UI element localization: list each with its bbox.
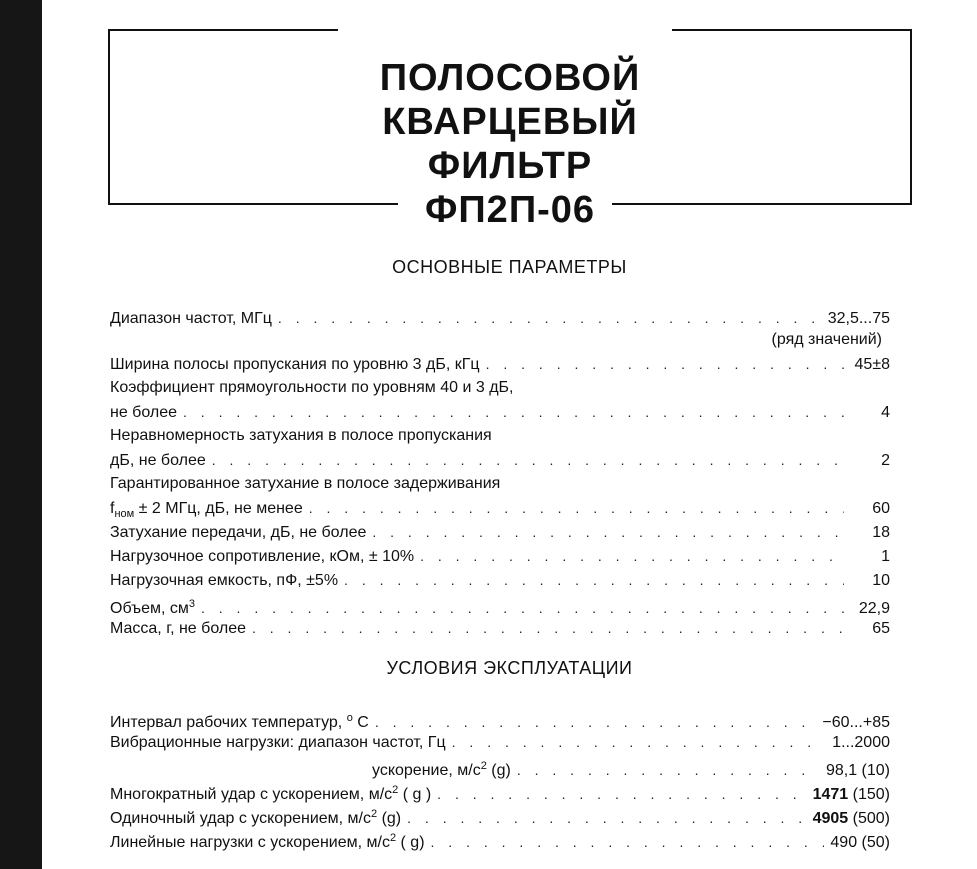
unit: С [357,714,369,731]
param-value: 4 [881,404,890,421]
param-label: Затухание передачи, дБ, не более [110,524,367,541]
leader-dots [517,758,820,782]
unit: (g) [381,810,402,827]
condition-label-text: ускорение, м/с [372,762,481,779]
viewer-left-margin [0,0,42,869]
freq-symbol: f [110,500,115,517]
leader-dots [252,616,844,640]
leader-dots [344,568,844,592]
freq-subscript: ном [114,508,135,520]
param-row [110,496,890,520]
leader-dots [420,544,844,568]
param-label: Нагрузочное сопротивление, кОм, ± 10% [110,548,415,565]
condition-row [110,802,890,826]
frame-line [108,29,338,31]
leader-dots [486,352,844,376]
unit: (g) [491,762,511,779]
condition-label-text: Линейные нагрузки с ускорением, м/с [110,834,390,851]
leader-dots [212,448,844,472]
param-value: 45±8 [854,356,890,373]
leader-dots [372,520,844,544]
param-row [110,568,890,592]
param-label: Диапазон частот, МГц [110,310,272,327]
condition-value [813,783,890,807]
leader-dots [278,306,822,330]
leader-dots [407,806,806,830]
frame-line [672,29,912,31]
param-row [110,616,890,640]
section-heading-main-params: ОСНОВНЫЕ ПАРАМЕТРЫ [392,257,627,277]
value-rest: (150) [852,786,890,803]
title-frame [108,29,912,231]
title-line: ПОЛОСОВОЙ [379,57,641,99]
superscript: 3 [188,598,195,610]
param-row [110,472,890,496]
title-line: ФИЛЬТР [427,145,593,187]
param-value: 65 [872,620,890,637]
value-rest: (500) [852,810,890,827]
condition-label-text: Интервал рабочих температур, [110,714,343,731]
condition-row [110,826,890,850]
superscript: 2 [480,760,487,772]
condition-label-text: Многократный удар с ускорением, м/с [110,786,393,803]
param-row [110,448,890,472]
document-title [110,56,910,232]
condition-row [110,706,890,730]
condition-row [110,754,890,778]
title-model: ФП2П-06 [424,189,596,231]
param-row [110,520,890,544]
superscript: 2 [371,808,378,820]
param-value: 60 [872,500,890,517]
param-label: Ширина полосы пропускания по уровню 3 дБ, кГц [110,356,480,373]
param-label: Неравномерность затухания в полосе пропускания [110,427,492,444]
param-value: 1 [881,548,890,565]
superscript: 2 [389,832,397,844]
condition-label-text: Одиночный удар с ускорением, м/с [110,810,371,827]
condition-label: Вибрационные нагрузки: диапазон частот, Гц [110,734,446,751]
document-page [42,0,977,869]
condition-value [813,807,890,831]
leader-dots [437,782,806,806]
param-label: Коэффициент прямоугольности по уровням 40 и 3 дБ, [110,379,514,396]
unit: ( g) [400,834,425,851]
param-label: не более [110,404,178,421]
unit: ( g ) [402,786,432,803]
main-params-list [110,306,890,640]
param-value: 10 [872,572,890,589]
param-label: дБ, не более [110,452,206,469]
param-row [110,424,890,448]
condition-value: 1...2000 [832,734,890,751]
param-note: (ряд значений) [771,331,882,348]
condition-value: 98,1 (10) [825,762,890,779]
condition-label [110,826,425,855]
param-label-text: Объем, см [110,600,189,617]
param-row [110,376,890,400]
param-row [110,592,890,616]
degree-superscript: о [346,712,353,724]
param-value: 22,9 [858,600,890,617]
condition-value: 490 (50) [830,834,890,851]
condition-row [110,778,890,802]
conditions-list [110,706,890,850]
value-bold: 1471 [812,786,849,803]
param-value: 2 [881,452,890,469]
superscript: 2 [392,784,399,796]
condition-value: −60...+85 [822,714,890,731]
param-value: 18 [872,524,890,541]
section-heading-conditions: УСЛОВИЯ ЭКСПЛУАТАЦИИ [386,658,633,678]
param-label: Масса, г, не более [110,620,246,637]
leader-dots [183,400,844,424]
param-row [110,544,890,568]
param-label-rest: ± 2 МГц, дБ, не менее [138,500,303,517]
condition-row [110,730,890,754]
param-label: Гарантированное затухание в полосе задерживания [110,475,501,492]
leader-dots [309,496,844,520]
param-value: 32,5...75 [827,310,890,327]
leader-dots [452,730,827,754]
title-line: КВАРЦЕВЫЙ [382,101,638,143]
param-row [110,400,890,424]
param-row [110,352,890,376]
leader-dots [431,830,825,854]
param-label: Нагрузочная емкость, пФ, ±5% [110,572,339,589]
param-row [110,306,890,330]
value-bold: 4905 [812,810,849,827]
